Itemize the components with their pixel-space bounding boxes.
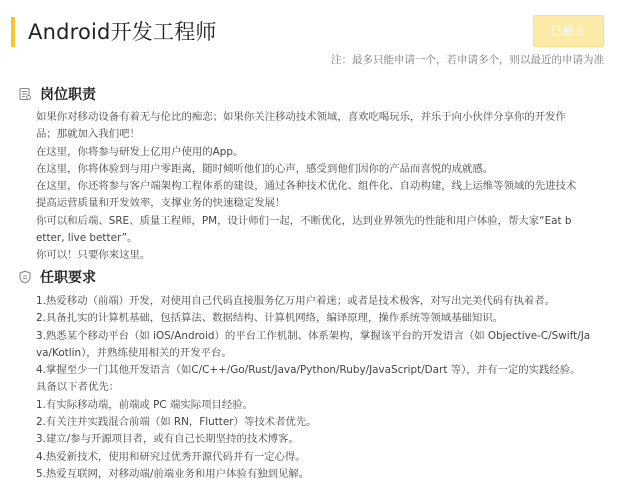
requirements-line: 5.热爱互联网，对移动端/前端业务和用户体验有独到见解。 [36,467,310,480]
job-title: Android开发工程师 [28,20,217,44]
requirements-line: 4.掌握至少一门其他开发语言（如C/C++/Go/Rust/Java/Python/Ruby/JavaScript/Dart 等），并有一定的实践经验。 [36,364,581,377]
title-accent-bar [11,17,15,47]
duties-line: 在这里，你还将参与客户端架构工程体系的建设，通过各种技术优化、组件化、自动构建，线上运维等领域的先进技术 [36,180,577,193]
requirements-line: 3.熟悉某个移动平台（如 iOS/Android）的平台工作机制、体系架构，掌握该平台的开发语言（如 Objective-C/Swift/Ja [36,329,591,342]
requirements-line: 2.有关注并实践混合前端（如 RN，Flutter）等技术者优先。 [36,416,317,429]
requirements-body [36,293,608,483]
requirements-heading: 任职要求 [40,270,96,286]
requirements-line: 2.具备扎实的计算机基础，包括算法、数据结构、计算机网络，编译原理，操作系统等领域基础知识。 [36,312,504,325]
requirements-line: va/Kotlin），并熟练使用相关的开发平台。 [36,346,232,359]
duties-line: 品；那就加入我们吧！ [36,128,140,141]
requirements-section-header [18,267,96,287]
duties-section-header [18,84,96,104]
requirements-line: 4.热爱新技术，使用和研究过优秀开源代码并有一定心得。 [36,450,306,463]
requirements-line: 1.热爱移动（前端）开发，对使用自己代码直接服务亿万用户着迷；或者是技术极客，对写出完美代码有执着者。 [36,295,556,307]
closed-status-button[interactable]: 已截止 [533,15,604,47]
duties-line: 在这里，你将参与研发上亿用户使用的App。 [36,145,244,158]
requirements-line: 具备以下者优先： [36,381,120,394]
requirements-line: 3.建立/参与开源项目者，或有自己长期坚持的技术博客。 [36,433,299,446]
duties-line: 提高运营质量和开发效率，支撑业务的快速稳定发展！ [36,197,286,210]
shield-icon [18,270,32,284]
duties-line: etter, live better”。 [36,232,138,245]
duties-line: 你可以和后端、SRE、质量工程师，PM，设计师们一起，不断优化，达到业界领先的性能和用户体验，帮大家“Eat b [36,214,572,227]
duties-line: 如果你对移动设备有着无与伦比的痴恋；如果你关注移动技术领域，喜欢吃喝玩乐，并乐于向小伙伴分享你的开发作 [36,111,566,123]
duties-body [36,109,608,265]
document-icon [18,87,32,101]
duties-line: 你可以！只要你来这里。 [36,249,151,262]
requirements-line: 1.有实际移动端，前端或 PC 端实际项目经验。 [36,398,254,411]
application-note: 注：最多只能申请一个，若申请多个，则以最近的申请为准 [331,54,604,66]
duties-line: 在这里，你将体验到与用户零距离，随时倾听他们的心声，感受到他们因你的产品而喜悦的成就感。 [36,162,494,175]
duties-heading: 岗位职责 [40,87,96,103]
